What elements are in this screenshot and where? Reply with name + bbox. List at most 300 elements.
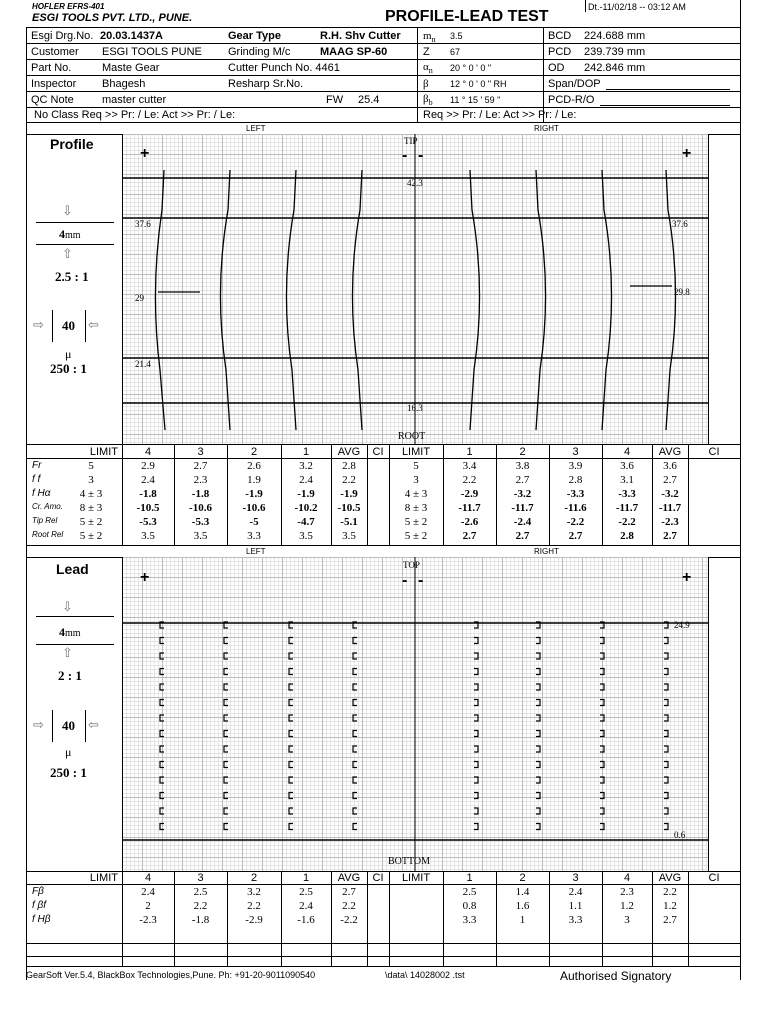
lead-tick [664,653,668,659]
lead-tick [289,653,293,659]
lead-tick [224,669,228,675]
qc-label: QC Note [31,94,74,106]
table-cell: 3.2 [299,460,313,472]
arrow-left-icon: ⇦ [88,717,99,732]
table-cell: -1.9 [297,488,315,500]
table-cell: 2.4 [299,900,313,912]
pcd-value: 239.739 mm [584,46,646,58]
avg-value: 2.7 [663,914,677,926]
table-cell: -1.8 [191,914,210,926]
lead-tick [353,700,357,706]
avg-value: -11.7 [658,502,682,514]
table-cell: 3.6 [620,460,634,472]
lead-ratio-1: 2 : 1 [58,668,82,683]
table-cell: 1.9 [247,474,261,486]
lead-tick [664,684,668,690]
table-cell: -10.6 [242,502,266,514]
row-label: f f [32,474,41,485]
lead-tick [474,824,478,830]
limit-header: LIMIT [89,446,118,458]
limit-header: LIMIT [89,872,118,884]
fw-value: 25.4 [358,94,380,106]
table-cell: 2.4 [141,474,155,486]
table-cell: -1.9 [245,488,263,500]
lead-tick [224,731,228,737]
table-cell: 2.2 [462,474,477,486]
column-header: 2 [519,446,526,458]
arrow-right-icon: ⇨ [33,317,44,332]
lead-tick [224,762,228,768]
req-line-right: Req >> Pr: / Le: Act >> Pr: / Le: [423,109,577,121]
mn-label: $m_n$ [423,30,436,45]
bcd-label: BCD [548,30,572,42]
lead-tick [289,824,293,830]
punch-label: Cutter Punch No. 4461 [228,62,340,74]
lead-tick [224,777,228,783]
table-cell: -2.3 [139,914,157,926]
lead-tick [160,638,164,644]
profile-unit-mu: μ [65,347,72,361]
mark-24-9: 24.9 [674,620,690,630]
table-cell: -1.8 [191,488,210,500]
table-cell: 3.5 [299,530,313,542]
z-value: 67 [450,47,461,57]
limit-value: 5 [413,460,419,472]
minus-icon: - [402,147,408,164]
lead-tick [353,653,357,659]
lead-tick [224,746,228,752]
lead-tick [536,731,540,737]
table-cell: 0.8 [462,900,477,912]
table-cell: 2.7 [568,530,583,542]
column-header: 4 [144,872,152,884]
table-cell: 2.5 [193,886,208,898]
avg-value: -2.3 [661,516,679,528]
avg-value: 2.8 [342,460,356,472]
lead-tick [224,793,228,799]
lead-tick [536,746,540,752]
table-cell: 3.3 [462,914,477,926]
lead-tick [600,715,604,721]
column-header: 2 [519,872,526,884]
od-label: OD [548,62,565,74]
table-cell: 2.4 [568,886,583,898]
qc-value: master cutter [102,94,167,106]
lead-tick [353,669,357,675]
inspector-value: Bhagesh [102,78,146,90]
lead-tick [289,700,293,706]
table-cell: 3.4 [462,460,477,472]
column-header: 3 [572,446,579,458]
lead-tick [474,793,478,799]
lead-tick [160,793,164,799]
lead-tick [600,824,604,830]
table-cell: 3.5 [141,530,155,542]
lead-tick [664,762,668,768]
profile-scale-mm: 4mm [59,227,81,241]
profile-scale-mu: 40 [62,318,75,333]
data-file: \data\ 14028002 .tst [385,970,465,980]
lead-tick [600,669,604,675]
grinding-label: Grinding M/c [228,46,291,58]
lead-tick [289,638,293,644]
lead-tick [160,700,164,706]
ci-header: CI [708,446,720,458]
lead-unit-mu: μ [65,745,72,759]
table-cell: 2.3 [193,474,208,486]
table-cell: 1.6 [515,900,530,912]
lead-section-title: Lead [56,561,89,577]
mark-42-3: 42.3 [407,178,423,188]
column-header: 4 [144,446,152,458]
table-cell: -10.5 [136,502,160,514]
minus-icon: - [418,572,424,589]
lead-tick [289,684,293,690]
lead-tick [353,777,357,783]
lead-tick [160,669,164,675]
table-cell: 2.9 [141,460,155,472]
table-cell: 3.9 [568,460,583,472]
table-cell: -10.2 [294,502,318,514]
table-cell: -2.4 [513,516,532,528]
table-cell: -11.6 [564,502,587,514]
table-cell: 2.5 [299,886,313,898]
lead-tick [160,684,164,690]
lead-scale-mu: 40 [62,718,75,733]
lead-tick [353,715,357,721]
lead-tick [160,762,164,768]
gear-type-label: Gear Type [228,30,281,42]
lead-tick [289,669,293,675]
lead-tick [224,638,228,644]
lead-tick [353,808,357,814]
lead-tick [160,777,164,783]
customer-value: ESGI TOOLS PUNE [102,46,202,58]
lead-tick [536,777,540,783]
pcd-label: PCD [548,46,572,58]
table-cell: -5.3 [191,516,210,528]
part-label: Part No. [31,62,72,74]
column-header: 4 [623,446,631,458]
lead-tick [289,746,293,752]
lead-tick [536,653,540,659]
table-cell: 3.5 [193,530,208,542]
row-label: f Hβ [32,914,51,925]
limit-value: 8 ± 3 [404,502,428,514]
arrow-down-icon: ⇩ [62,203,73,218]
lead-traces [160,622,668,830]
table-cell: 2.2 [193,900,208,912]
fw-label: FW [326,94,344,106]
table-cell: 3.2 [247,886,261,898]
lead-tick [474,669,478,675]
grinding-value: MAAG SP-60 [320,46,388,58]
row-label: Fr [32,460,42,471]
arrow-up-icon: ⇧ [62,246,73,261]
avg-header: AVG [658,446,682,458]
table-cell: -11.7 [458,502,481,514]
z-label: Z [423,46,430,58]
lead-tick [536,700,540,706]
avg-value: -10.5 [337,502,361,514]
arrow-down-icon: ⇩ [62,599,73,614]
profile-ratio-2: 250 : 1 [50,361,87,376]
part-value: Maste Gear [102,62,160,74]
column-header: 2 [250,872,258,884]
avg-header: AVG [658,872,682,884]
minus-icon: - [418,147,424,164]
table-cell: -2.6 [460,516,479,528]
mark-0-6: 0.6 [674,830,686,840]
table-cell: -11.7 [615,502,639,514]
plus-icon: + [682,145,692,162]
profile-ratio-1: 2.5 : 1 [55,269,89,284]
lead-tick [600,700,604,706]
lead-tick [474,762,478,768]
lead-tick [664,715,668,721]
lead-tick [160,746,164,752]
lead-tick [353,793,357,799]
table-cell: 2.4 [141,886,155,898]
lead-tick [536,824,540,830]
table-cell: 2.7 [515,474,530,486]
table-cell: -5 [249,516,259,528]
limit-value: 5 ± 2 [404,516,428,528]
lead-tick [353,762,357,768]
avg-value: 3.6 [663,460,677,472]
od-value: 242.846 mm [584,62,646,74]
mark-16-3: 16.3 [407,403,423,413]
table-cell: 1.2 [620,900,634,912]
ci-header: CI [708,872,720,884]
alpha-n-value: 20 ° 0 ' 0 " [450,63,492,73]
table-cell: -3.3 [566,488,585,500]
authorised-signatory: Authorised Signatory [560,969,672,983]
lead-tick [289,777,293,783]
avg-value: 2.7 [342,886,356,898]
avg-value: 3.5 [342,530,356,542]
lead-tick [353,746,357,752]
profile-section-title: Profile [50,136,94,152]
column-header: 3 [197,446,204,458]
lead-tick [600,684,604,690]
lead-tick [600,653,604,659]
tip-label: TIP [404,136,418,146]
lead-tick [353,638,357,644]
lead-ratio-2: 250 : 1 [50,765,87,780]
span-dop-label: Span/DOP [548,78,601,90]
beta-label: β [423,78,429,90]
drg-value: 20.03.1437A [100,30,163,42]
arrow-right-icon: ⇨ [33,717,44,732]
mark-29-8: 29.8 [674,287,690,297]
limit-value: 5 ± 2 [79,530,103,542]
alpha-n-label: $\alpha_n$ [423,61,433,76]
minus-icon: - [402,572,408,589]
lead-tick [160,808,164,814]
lead-tick [536,715,540,721]
lead-tick [664,731,668,737]
lead-scale-mm: 4mm [59,625,81,639]
lead-tick [664,793,668,799]
lead-tick [160,731,164,737]
lead-tick [160,715,164,721]
mn-value: 3.5 [450,31,463,41]
company-name: ESGI TOOLS PVT. LTD., PUNE. [32,12,193,24]
table-cell: -3.2 [513,488,532,500]
row-label: f Hα [32,488,51,499]
lead-tick [600,808,604,814]
lead-tick [224,700,228,706]
table-cell: -1.6 [297,914,315,926]
limit-value: 8 ± 3 [79,502,103,514]
avg-value: 2.2 [342,474,356,486]
lead-tick [160,824,164,830]
column-header: 4 [623,872,631,884]
lead-tick [536,793,540,799]
pcd-ro-label: PCD-R/O [548,94,595,106]
table-cell: -5.3 [139,516,157,528]
table-cell: -2.2 [618,516,636,528]
table-cell: 2.6 [247,460,261,472]
lead-tick [664,824,668,830]
lead-right-label: RIGHT [534,547,559,556]
lead-tick [289,793,293,799]
lead-tick [160,653,164,659]
lead-tick [536,808,540,814]
profile-right-label: RIGHT [534,124,559,133]
limit-header: LIMIT [401,872,431,884]
page-title: PROFILE-LEAD TEST [385,8,549,25]
avg-value: 2.2 [663,886,677,898]
lead-tick [600,731,604,737]
row-label: Cr. Amo. [32,502,63,511]
row-label: f βf [32,900,47,911]
profile-left-label: LEFT [246,124,266,133]
table-cell: 2.7 [515,530,530,542]
resharp-label: Resharp Sr.No. [228,78,304,90]
avg-value: 2.7 [663,530,677,542]
table-cell: 2.5 [462,886,477,898]
column-header: 2 [250,446,258,458]
column-header: 3 [197,872,204,884]
lead-tick [289,762,293,768]
lead-tick [474,731,478,737]
bcd-value: 224.688 mm [584,30,646,42]
lead-tick [289,715,293,721]
lead-tick [474,715,478,721]
limit-value: 5 [88,460,94,472]
limit-value: 3 [88,474,94,486]
mark-37-6-left: 37.6 [135,219,151,229]
lead-tick [474,684,478,690]
lead-tick [353,731,357,737]
table-cell: 3.1 [620,474,634,486]
plus-icon: + [140,569,150,586]
table-cell: 1 [519,914,526,926]
avg-value: 2.2 [342,900,356,912]
table-cell: -10.6 [189,502,212,514]
mark-21-4: 21.4 [135,359,151,369]
lead-tick [664,746,668,752]
lead-tick [536,638,540,644]
lead-tick [664,700,668,706]
table-cell: -2.2 [566,516,585,528]
avg-value: -3.2 [661,488,679,500]
table-cell: 3.3 [568,914,583,926]
lead-tick [474,700,478,706]
lead-tick [600,777,604,783]
lead-tick [224,684,228,690]
lead-tick [474,777,478,783]
top-label: TOP [403,560,420,570]
table-cell: -3.3 [618,488,636,500]
limit-value: 5 ± 2 [79,516,103,528]
column-header: 1 [466,872,473,884]
beta-value: 12 ° 0 ' 0 " RH [450,79,507,89]
table-cell: -4.7 [297,516,315,528]
lead-tick [536,762,540,768]
lead-tick [474,808,478,814]
lead-tick [536,669,540,675]
limit-header: LIMIT [401,446,431,458]
table-cell: 2.2 [247,900,261,912]
lead-tick [600,793,604,799]
table-cell: 3.8 [515,460,530,472]
lead-tick [474,638,478,644]
column-header: 1 [466,446,473,458]
bottom-label: BOTTOM [388,856,431,867]
table-cell: 2.8 [568,474,583,486]
lead-tick [664,808,668,814]
table-cell: 3 [624,914,630,926]
table-cell: -1.8 [139,488,157,500]
lead-tick [353,824,357,830]
beta-b-label: $\beta_b$ [423,93,433,108]
avg-value: -1.9 [340,488,358,500]
table-cell: 2.8 [620,530,634,542]
table-cell: -2.9 [460,488,479,500]
lead-tick [664,669,668,675]
datetime: Dt.-11/02/18 -- 03:12 AM [588,2,686,12]
ci-header: CI [372,872,384,884]
table-cell: 1.1 [568,900,583,912]
ci-header: CI [372,446,384,458]
lead-tick [600,638,604,644]
lead-tick [224,715,228,721]
plus-icon: + [682,569,692,586]
row-label: Fβ [32,886,44,897]
lead-tick [224,653,228,659]
limit-value: 3 [413,474,419,486]
lead-tick [600,762,604,768]
lead-tick [664,638,668,644]
table-cell: -2.9 [245,914,263,926]
avg-value: 2.7 [663,474,677,486]
mark-29: 29 [135,293,144,303]
avg-header: AVG [337,872,361,884]
row-label: Tip Rel [32,516,58,525]
lead-left-label: LEFT [246,547,266,556]
form-code: HOFLER EFRS-401 [32,2,105,11]
root-label: ROOT [398,431,426,442]
lead-tick [353,684,357,690]
plus-icon: + [140,145,150,162]
table-cell: 2 [145,900,151,912]
row-label: Root Rel [32,530,64,539]
limit-value: 4 ± 3 [404,488,428,500]
limit-value: 4 ± 3 [79,488,103,500]
